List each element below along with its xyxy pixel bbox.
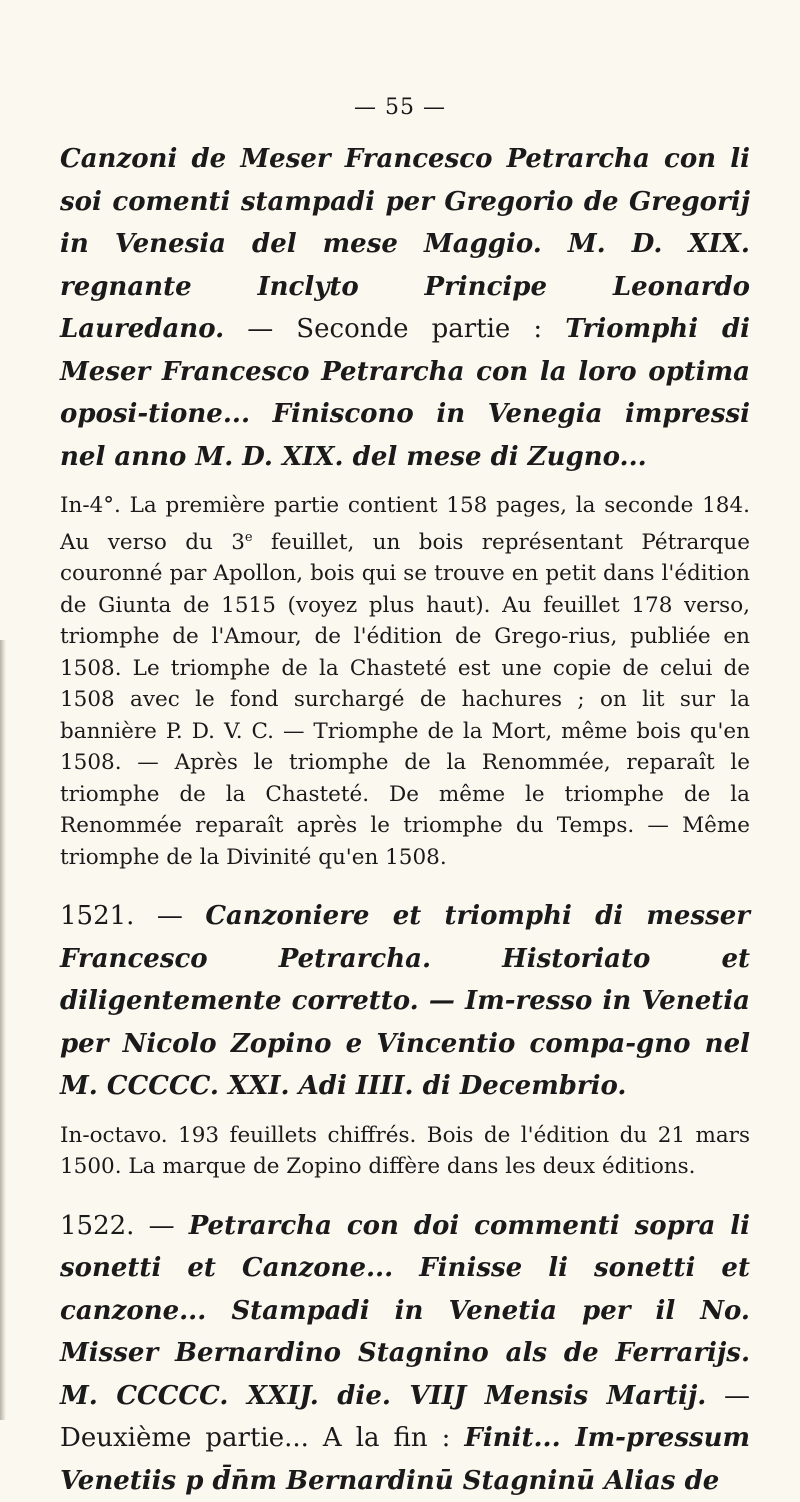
entry-1-superscript: e (245, 530, 253, 545)
page-number: — 55 — (0, 95, 800, 120)
entry-3-title (60, 1205, 750, 1502)
page-content (60, 138, 750, 1502)
entry-2-year: 1521. — (60, 901, 205, 931)
entry-2-title-text: Canzoniere et triomphi di messer Francesco Petrarcha. Historiato et diligentemente corretto. — Im-resso in Venetia per Nicolo Zopino e Vincentio compa-gno nel M. CCCCC. XXI. Adi IIII. di Decembrio. (60, 901, 750, 1101)
entry-3-year: 1522. — (60, 1211, 189, 1241)
entry-1-description-rest: feuillet, un bois représentant Pétrarque couronné par Apollon, bois qui se trouve en petit dans l'édition de Giunta de 1515 (voyez plus haut). Au feuillet 178 verso, triomphe de l'Amour, de l'édition de Grego-rius, publiée en 1508. Le triomphe de la Chasteté est une copie de celui de 1508 avec le fond surchargé de hachures ; on lit sur la bannière P. D. V. C. — Triomphe de la Mort, même bois qu'en 1508. — Après le triomphe de la Renommée, reparaît le triomphe de la Chasteté. De même le triomphe de la Renommée reparaît après le triomphe du Temps. — Même triomphe de la Divinité qu'en 1508. (60, 530, 750, 870)
entry-1-title (60, 138, 750, 478)
entry-3-title-part-2: Finit... Im-pressum Venetiis p d̄n̄m Bernardinū Stagninū Alias de (60, 1423, 750, 1496)
entry-3-title-part-1: Petrarcha con doi commenti sopra li sonetti et Canzone... Finisse li sonetti et canzone... Stampadi in Venetia per il No. Misser Bernardino Stagnino als de Ferrarijs. M. CCCCC. XXIJ. die. VIIJ Mensis Martij. (60, 1211, 750, 1411)
entry-1-title-part-2: Triomphi di Meser Francesco Petrarcha con la loro optima oposi-tione... Finiscono in Venegia impressi nel anno M. D. XIX. del mese di Zugno... (60, 314, 750, 472)
page-edge-shadow (0, 640, 6, 1420)
entry-2-description: In-octavo. 193 feuillets chiffrés. Bois de l'édition du 21 mars 1500. La marque de Zopino diffère dans les deux éditions. (60, 1120, 750, 1183)
entry-1-title-separator: — Seconde partie : (224, 314, 565, 344)
entry-2-title (60, 895, 750, 1108)
entry-1-title-part-1: Canzoni de Meser Francesco Petrarcha con li soi comenti stampadi per Gregorio de Gregorij in Venesia del mese Maggio. M. D. XIX. regnante Inclyto Principe Leonardo Lauredano. (60, 144, 750, 344)
entry-1-description (60, 490, 750, 873)
entry-1-description-start: In-4°. La première partie contient 158 pages, la seconde 184. Au verso du 3 (60, 493, 750, 555)
entry-3-title-separator: — Deuxième partie... A la fin : (60, 1381, 750, 1454)
